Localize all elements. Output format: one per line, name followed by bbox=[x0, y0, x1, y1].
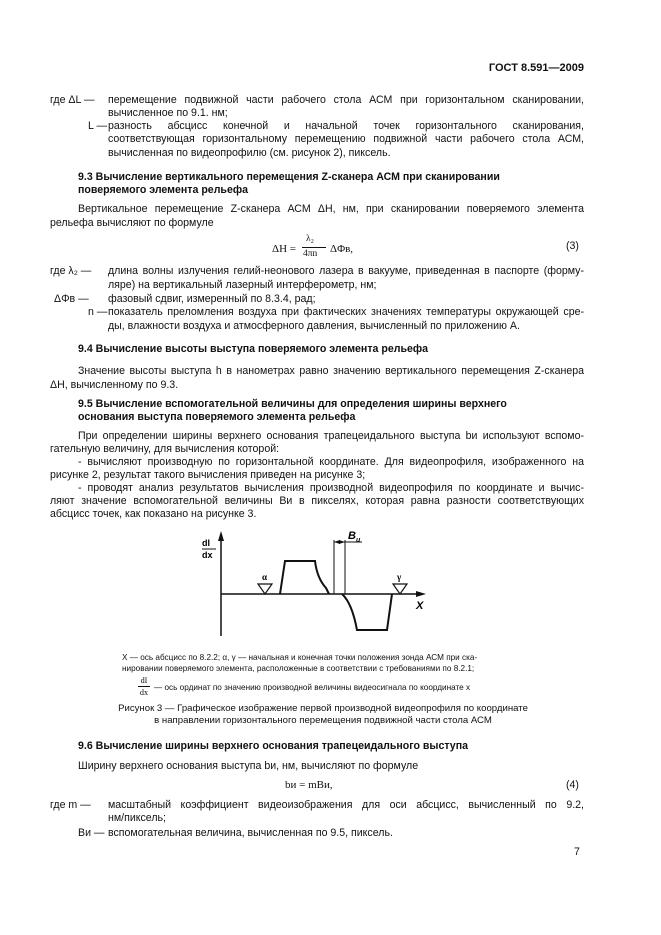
definition-b-symbol: Bи — bbox=[78, 827, 105, 839]
y-axis-label-num: dI bbox=[202, 538, 210, 548]
definition-l-symbol: L — bbox=[88, 120, 108, 132]
section-9-3-para-l1: Вертикальное перемещение Z-сканера АСМ ΔH, нм, при сканировании поверяемого элемента bbox=[78, 203, 584, 215]
figure-3-legend-fraction: dI dx bbox=[139, 676, 149, 697]
formula-3-number: (3) bbox=[566, 240, 579, 252]
gamma-triangle bbox=[393, 584, 407, 594]
page-number: 7 bbox=[574, 846, 580, 858]
section-9-5-line-6: ляют значение вспомогательной величины Bи в пикселях, которая равна разности соответствующих bbox=[50, 495, 584, 507]
negative-pulse-curve bbox=[342, 594, 392, 630]
definition-m-l2: нм/пиксель; bbox=[108, 812, 166, 824]
section-9-5-line-4: рисунке 2, результат такого вычисления приведен на рисунке 3; bbox=[50, 469, 366, 481]
section-9-5-line-5: - проводят анализ результатов вычисления производной видеопрофиля по координате и вычис- bbox=[78, 482, 584, 494]
x-axis-label: X bbox=[416, 600, 424, 612]
alpha-label: α bbox=[262, 572, 268, 582]
figure-3-derivative-plot bbox=[196, 528, 436, 640]
definition-m-l1: масштабный коэффициент видеоизображения для оси абсцисс, вычисленный по 9.2, bbox=[108, 799, 584, 811]
section-9-6-heading: 9.6 Вычисление ширины верхнего основания трапецеидального выступа bbox=[78, 740, 468, 752]
definition-phase-l1: фазовый сдвиг, измеренный по 8.3.4, рад; bbox=[108, 293, 316, 305]
section-9-5-line-7: абсцисс точек, как показано на рисунке 3. bbox=[50, 508, 257, 520]
y-axis-arrow bbox=[218, 531, 224, 541]
section-9-3-para-l2: рельефа вычисляют по формуле bbox=[50, 217, 214, 229]
section-9-4-heading: 9.4 Вычисление высоты выступа поверяемого элемента рельефа bbox=[78, 343, 429, 355]
b-label: $B_и$ bbox=[348, 530, 361, 544]
figure-3-legend-l1: X — ось абсцисс по 8.2.2; α, γ — начальная и конечная точки положения зонда АСМ при ска- bbox=[122, 653, 478, 662]
definition-lambda-l1: длина волны излучения гелий-неонового лазера в вакууме, приведенная в паспорте (форму- bbox=[108, 265, 584, 277]
section-9-5-line-2: гательную величину, для вычисления которой: bbox=[50, 443, 280, 455]
section-9-5-heading: 9.5 Вычисление вспомогательной величины для определения ширины верхнего основания выступа поверяемого элемента рельефа bbox=[78, 398, 507, 424]
gamma-label: γ bbox=[397, 572, 402, 582]
definition-lambda-symbol: где λ₂ — bbox=[50, 265, 92, 277]
definition-b-l1: вспомогательная величина, вычисленная по 9.5, пиксель. bbox=[108, 827, 393, 839]
definition-lambda-l2: ляре) на вертикальный лазерный интерферометр, нм; bbox=[108, 279, 377, 291]
section-9-3-heading: 9.3 Вычисление вертикального перемещения Z-сканера АСМ при сканировании поверяемого элемента рельефа bbox=[78, 171, 500, 197]
section-9-5-line-1: При определении ширины верхнего основания трапецеидального выступа bи используют вспомо- bbox=[78, 430, 584, 442]
figure-3-legend-l2: нировании поверяемого элемента, расположенные в соответствии с требованиями по 8.2.1; bbox=[122, 664, 475, 673]
x-axis-arrow bbox=[416, 591, 426, 597]
definition-n-l1: показатель преломления воздуха при фактических значениях температуры окружающей сре- bbox=[108, 306, 584, 318]
formula-4: bи = mBи, bbox=[285, 779, 333, 791]
positive-pulse-curve bbox=[280, 561, 329, 594]
standard-header: ГОСТ 8.591—2009 bbox=[488, 62, 584, 74]
section-9-4-para-l2: ΔH, вычисленному по 9.3. bbox=[50, 379, 179, 391]
y-axis-label-den: dx bbox=[202, 550, 213, 560]
definition-phase-symbol: ΔΦв — bbox=[54, 293, 89, 305]
definition-delta-l-text: перемещение подвижной части рабочего стола АСМ при горизонтальном сканировании, вычисленное по 9.1. нм; bbox=[108, 94, 584, 120]
section-9-6-para: Ширину верхнего основания выступа bи, нм, вычисляют по формуле bbox=[78, 760, 419, 772]
section-9-5-line-3: - вычисляют производную по горизонтальной координате. Для видеопрофиля, изображенного на bbox=[78, 456, 584, 468]
definition-n-symbol: n — bbox=[88, 306, 108, 318]
definition-n-l2: ды, влажности воздуха и атмосферного давления, вычисленный по приложению А. bbox=[108, 320, 520, 332]
section-9-4-para-l1: Значение высоты выступа h в нанометрах равно значению вертикального перемещения Z-сканера bbox=[78, 365, 584, 377]
figure-3-legend-l3: — ось ординат по значению производной величины видеосигнала по координате x bbox=[154, 683, 471, 692]
definition-l-text: разность абсцисс конечной и начальной точек горизонтального сканирования, соответствующая горизонтальному перемещению подвижной части рабочего стола АСМ, вычисленная по видеопрофилю (см. рисунок 2), пиксель. bbox=[108, 120, 584, 159]
figure-3-caption: Рисунок 3 — Графическое изображение первой производной видеопрофиля по координате в направлении горизонтального перемещения подвижной части стола АСМ bbox=[118, 703, 528, 726]
definition-delta-l-symbol: где ΔL — bbox=[50, 94, 95, 106]
formula-4-number: (4) bbox=[566, 779, 579, 791]
definition-m-symbol: где m — bbox=[50, 799, 91, 811]
alpha-triangle bbox=[258, 584, 272, 594]
